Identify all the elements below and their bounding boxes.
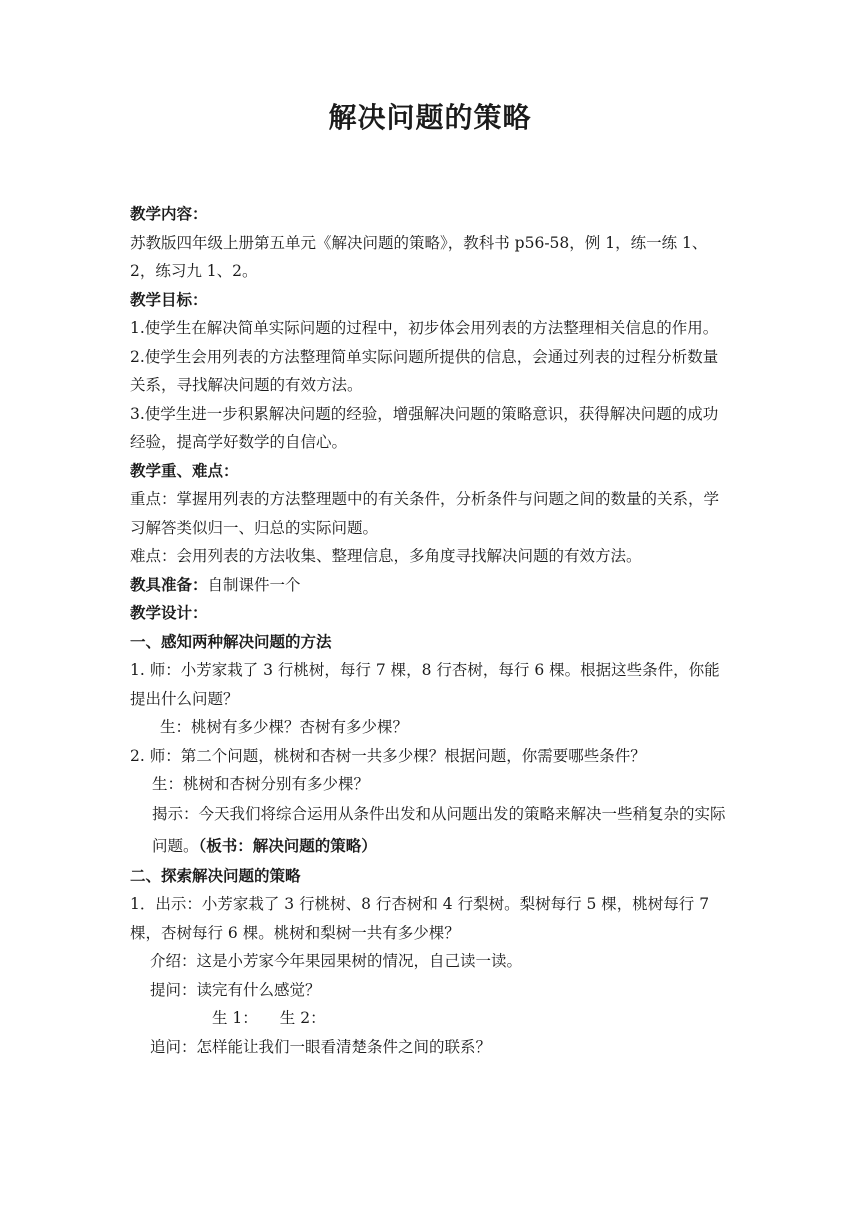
content-label: 教学内容： xyxy=(130,204,208,223)
goal-1: 1.使学生在解决简单实际问题的过程中，初步体会用列表的方法整理相关信息的作用。 xyxy=(130,319,719,337)
document-body xyxy=(130,200,732,1061)
example-show: 1．出示：小芳家栽了 3 行桃树、8 行杏树和 4 行梨树。梨树每行 5 棵，桃树每行 7 棵，杏树每行 6 棵。桃树和梨树一共有多少棵？ xyxy=(130,895,710,942)
tools-label: 教具准备： xyxy=(130,574,208,594)
content-text: 苏教版四年级上册第五单元《解决问题的策略》，教科书 p56-58，例 1，练一练 1、2，练习九 1、2。 xyxy=(130,233,708,280)
p2-teacher: 2. 师：第二个问题，桃树和杏树一共多少棵？根据问题，你需要哪些条件？ xyxy=(130,746,646,765)
student-2-label: 生 2： xyxy=(279,1009,326,1027)
p1-student: 生：桃树有多少棵？杏树有多少棵？ xyxy=(160,718,409,736)
difficult-point: 难点：会用列表的方法收集、整理信息，多角度寻找解决问题的有效方法。 xyxy=(130,547,642,565)
p1-teacher: 1. 师：小芳家栽了 3 行桃树，每行 7 棵，8 行杏树，每行 6 棵。根据这些条件，你能提出什么问题？ xyxy=(130,661,720,708)
reveal-paragraph xyxy=(130,799,732,862)
part1-heading: 一、感知两种解决问题的方法 xyxy=(130,631,332,651)
document-title: 解决问题的策略 xyxy=(328,101,532,134)
reveal-text: 揭示：今天我们将综合运用从条件出发和从问题出发的策略来解决一些稍复杂的实际问题。 xyxy=(152,804,726,855)
goal-2: 2.使学生会用列表的方法整理简单实际问题所提供的信息，会通过列表的过程分析数量关系，寻找解决问题的有效方法。 xyxy=(130,347,719,394)
student-1-label: 生 1： xyxy=(212,1009,258,1027)
key-point: 重点：掌握用列表的方法整理题中的有关条件，分析条件与问题之间的数量的关系，学习解答类似归一、归总的实际问题。 xyxy=(130,490,720,537)
board-text: （板书：解决问题的策略） xyxy=(198,835,377,855)
key-label: 教学重、难点： xyxy=(130,460,239,480)
part2-heading: 二、探索解决问题的策略 xyxy=(130,865,301,885)
goal-3: 3.使学生进一步积累解决问题的经验，增强解决问题的策略意识，获得解决问题的成功经验，提高学好数学的自信心。 xyxy=(130,404,719,451)
p2-student: 生：桃树和杏树分别有多少棵？ xyxy=(152,775,370,793)
goals-label: 教学目标： xyxy=(130,289,208,309)
follow-text: 追问：怎样能让我们一眼看清楚条件之间的联系？ xyxy=(150,1037,492,1056)
student-labels xyxy=(130,1004,732,1033)
tools-text: 自制课件一个 xyxy=(207,575,301,594)
design-label: 教学设计： xyxy=(130,603,208,622)
ask-text: 提问：读完有什么感觉？ xyxy=(150,980,321,999)
intro-text: 介绍：这是小芳家今年果园果树的情况，自己读一读。 xyxy=(150,952,523,970)
tools-line xyxy=(130,571,732,600)
